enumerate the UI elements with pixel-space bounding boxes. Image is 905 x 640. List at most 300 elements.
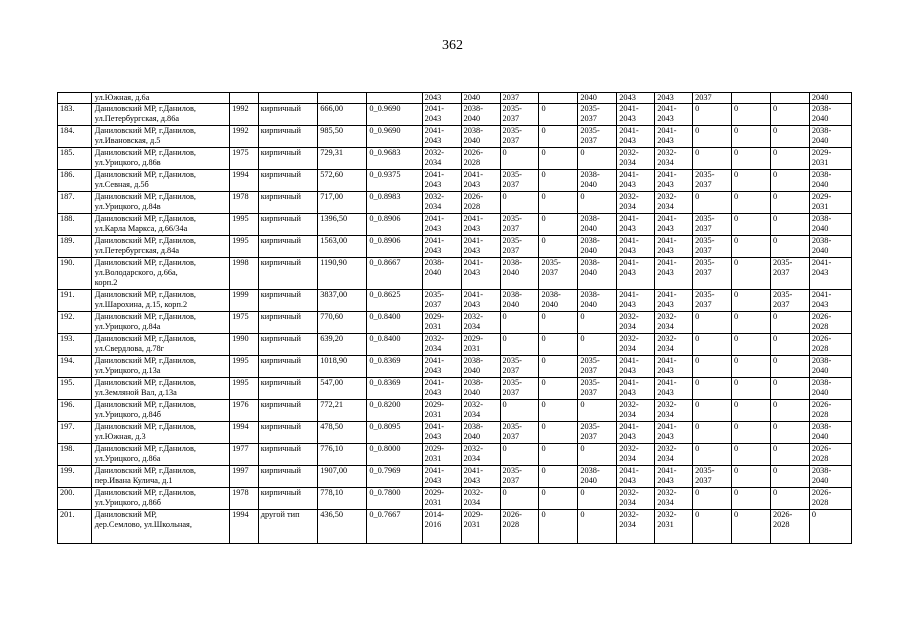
table-cell: 0 <box>539 378 578 400</box>
table-cell: 0_0.7800 <box>367 488 422 510</box>
table-cell: 0 <box>693 422 732 444</box>
table-cell: 1997 <box>230 466 259 488</box>
table-cell: 2040 <box>809 93 851 104</box>
table-cell: 0_0.8906 <box>367 214 422 236</box>
table-cell: 2032- 2034 <box>461 400 500 422</box>
table-cell: 2029- 2031 <box>461 334 500 356</box>
table-cell: 0 <box>693 400 732 422</box>
table-cell: 0 <box>732 356 771 378</box>
page-number: 362 <box>442 38 463 53</box>
table-cell: кирпичный <box>258 258 317 290</box>
table-cell: 0 <box>539 444 578 466</box>
table-cell: Даниловский МР, дер.Семлово, ул.Школьная, <box>91 510 229 544</box>
table-cell: 187. <box>58 192 92 214</box>
table-cell: 1978 <box>230 192 259 214</box>
table-cell: 193. <box>58 334 92 356</box>
table-cell: 0 <box>770 466 809 488</box>
table-cell: 1907,00 <box>318 466 367 488</box>
table-cell: 195. <box>58 378 92 400</box>
table-cell: кирпичный <box>258 192 317 214</box>
table-cell: 436,50 <box>318 510 367 544</box>
table-cell: 2038- 2040 <box>809 236 851 258</box>
table-cell <box>732 93 771 104</box>
table-cell <box>230 93 259 104</box>
table-cell: Даниловский МР, г.Данилов, ул.Земляной Вал, д.13а <box>91 378 229 400</box>
table-cell: 0 <box>770 214 809 236</box>
table-cell: 1995 <box>230 214 259 236</box>
table-cell: 2032- 2031 <box>655 510 693 544</box>
table-cell: 639,20 <box>318 334 367 356</box>
table-cell: Даниловский МР, г.Данилов, ул.Петербургская, д.86а <box>91 104 229 126</box>
table-cell: 0_0.8369 <box>367 378 422 400</box>
table-cell: 0_0.7667 <box>367 510 422 544</box>
table-cell: 0 <box>732 258 771 290</box>
table-cell: 772,21 <box>318 400 367 422</box>
table-cell: 2026- 2028 <box>809 488 851 510</box>
table-cell: 1975 <box>230 148 259 170</box>
table-cell: 198. <box>58 444 92 466</box>
table-cell: 2032- 2034 <box>655 444 693 466</box>
table-cell: 478,50 <box>318 422 367 444</box>
table-cell: 2041- 2043 <box>655 258 693 290</box>
table-cell: 2026- 2028 <box>809 400 851 422</box>
table-cell: 778,10 <box>318 488 367 510</box>
table-cell: 194. <box>58 356 92 378</box>
table-cell: 2041- 2043 <box>422 378 461 400</box>
table-row <box>58 170 852 192</box>
table-cell: 0 <box>770 400 809 422</box>
table-cell: 0 <box>539 126 578 148</box>
table-cell: 2038- 2040 <box>500 258 539 290</box>
table-cell: кирпичный <box>258 312 317 334</box>
table-cell: 0 <box>693 334 732 356</box>
table-cell: 2041- 2043 <box>422 104 461 126</box>
table-cell: 666,00 <box>318 104 367 126</box>
table-cell: 0 <box>578 510 617 544</box>
table-cell: 2035- 2037 <box>578 126 617 148</box>
table-cell: 1999 <box>230 290 259 312</box>
table-cell: 2035- 2037 <box>500 422 539 444</box>
table-row <box>58 400 852 422</box>
table-cell: 2032- 2034 <box>422 334 461 356</box>
table-cell: 2038- 2040 <box>809 170 851 192</box>
table-cell: 0 <box>809 510 851 544</box>
table-cell: 0 <box>732 444 771 466</box>
table-cell: 0 <box>539 466 578 488</box>
table-row <box>58 214 852 236</box>
table-cell: 2041- 2043 <box>422 126 461 148</box>
table-cell: 0 <box>693 444 732 466</box>
table-cell <box>770 93 809 104</box>
table-cell: 2041- 2043 <box>461 170 500 192</box>
table-cell: 2041- 2043 <box>655 378 693 400</box>
table-cell: 2032- 2034 <box>617 488 655 510</box>
table-cell: 547,00 <box>318 378 367 400</box>
table-cell: 0 <box>539 488 578 510</box>
table-row <box>58 356 852 378</box>
table-cell: 0 <box>770 334 809 356</box>
table-cell: 1995 <box>230 236 259 258</box>
table-cell: 985,50 <box>318 126 367 148</box>
table-cell: 197. <box>58 422 92 444</box>
table-cell: 0_0.8400 <box>367 312 422 334</box>
table-cell: кирпичный <box>258 236 317 258</box>
table-cell: Даниловский МР, г.Данилов, ул.Карла Маркса, д.66/34а <box>91 214 229 236</box>
table-cell: 0 <box>539 312 578 334</box>
table-cell: 2038- 2040 <box>578 214 617 236</box>
table-cell: 0_0.8095 <box>367 422 422 444</box>
table-cell: 0_0.7969 <box>367 466 422 488</box>
table-cell: Даниловский МР, г.Данилов, ул.Урицкого, д.86в <box>91 148 229 170</box>
table-cell: 2035- 2037 <box>500 214 539 236</box>
table-cell: 0 <box>578 334 617 356</box>
table-cell: 0 <box>500 312 539 334</box>
table-cell: кирпичный <box>258 290 317 312</box>
table-cell: 2041- 2043 <box>422 356 461 378</box>
table-cell: 0 <box>770 488 809 510</box>
table-cell: 0_0.8369 <box>367 356 422 378</box>
table-cell: 0 <box>539 148 578 170</box>
table-cell: ул.Южная, д.6а <box>91 93 229 104</box>
table-cell: 2041- 2043 <box>617 422 655 444</box>
table-cell: Даниловский МР, г.Данилов, пер.Ивана Кулича, д.1 <box>91 466 229 488</box>
table-cell: 0 <box>500 334 539 356</box>
table-cell: 0 <box>500 148 539 170</box>
table-cell: 2026- 2028 <box>809 334 851 356</box>
table-cell: 2032- 2034 <box>655 148 693 170</box>
table-cell: 2041- 2043 <box>655 290 693 312</box>
table-cell: 1018,90 <box>318 356 367 378</box>
table-cell: 0 <box>693 192 732 214</box>
table-cell: 2035- 2037 <box>500 378 539 400</box>
table-cell: 2041- 2043 <box>461 214 500 236</box>
table-cell: 0 <box>770 170 809 192</box>
table-cell: 2037 <box>693 93 732 104</box>
table-cell: 1978 <box>230 488 259 510</box>
table-cell: 0 <box>732 422 771 444</box>
table-cell: 2038- 2040 <box>461 126 500 148</box>
table-cell: 2041- 2043 <box>422 466 461 488</box>
table-cell: 0 <box>732 466 771 488</box>
table-cell: кирпичный <box>258 466 317 488</box>
table-cell: 0 <box>732 510 771 544</box>
table-cell: 3837,00 <box>318 290 367 312</box>
table-cell: 2041- 2043 <box>422 170 461 192</box>
table-cell: 2041- 2043 <box>655 126 693 148</box>
table-cell: 0 <box>539 400 578 422</box>
table-row <box>58 104 852 126</box>
table-cell: 0_0.8000 <box>367 444 422 466</box>
table-cell: 776,10 <box>318 444 367 466</box>
table-cell: 2041- 2043 <box>809 258 851 290</box>
table-row <box>58 258 852 290</box>
table-cell: 0 <box>693 148 732 170</box>
table-cell: 1396,50 <box>318 214 367 236</box>
table-cell: 0 <box>539 334 578 356</box>
table-cell: 2038- 2040 <box>809 126 851 148</box>
table-cell: 2032- 2034 <box>617 312 655 334</box>
table-cell: 0 <box>578 312 617 334</box>
table-cell: 0_0.9690 <box>367 104 422 126</box>
table-cell: 0 <box>732 488 771 510</box>
table-cell: 2035- 2037 <box>693 170 732 192</box>
table-cell: 2041- 2043 <box>422 236 461 258</box>
table-cell: 2041- 2043 <box>655 214 693 236</box>
table-cell: 2032- 2034 <box>655 488 693 510</box>
table-cell: 0 <box>732 236 771 258</box>
table-cell: 0 <box>578 148 617 170</box>
table-cell: 2035- 2037 <box>500 236 539 258</box>
table-cell: 0 <box>578 192 617 214</box>
table-cell: Даниловский МР, г.Данилов, ул.Шарохина, д.15, корп.2 <box>91 290 229 312</box>
table-cell: 0 <box>539 214 578 236</box>
table-cell: кирпичный <box>258 104 317 126</box>
table-cell: 184. <box>58 126 92 148</box>
table-cell: 1990 <box>230 334 259 356</box>
table-cell: 2041- 2043 <box>617 170 655 192</box>
table-cell: 2029- 2031 <box>422 488 461 510</box>
table-row <box>58 126 852 148</box>
table-cell: 2029- 2031 <box>809 192 851 214</box>
table-cell: 2038- 2040 <box>578 290 617 312</box>
table-cell: 2026- 2028 <box>809 312 851 334</box>
table-cell: 1563,00 <box>318 236 367 258</box>
table-cell: 0 <box>693 488 732 510</box>
table-cell: 2038- 2040 <box>461 378 500 400</box>
table-cell: 2041- 2043 <box>617 258 655 290</box>
table-cell: 191. <box>58 290 92 312</box>
table-cell: 2038- 2040 <box>539 290 578 312</box>
table-cell: 2038- 2040 <box>809 356 851 378</box>
table-cell: Даниловский МР, г.Данилов, ул.Урицкого, д.84в <box>91 192 229 214</box>
table-row <box>58 488 852 510</box>
table-cell: 2043 <box>655 93 693 104</box>
table-cell: 2038- 2040 <box>809 104 851 126</box>
table-cell: 2041- 2043 <box>655 170 693 192</box>
table-cell: 2026- 2028 <box>461 148 500 170</box>
table-cell: 2041- 2043 <box>461 290 500 312</box>
table-cell: 0 <box>539 170 578 192</box>
table-cell: 2041- 2043 <box>617 236 655 258</box>
table-cell: 2032- 2034 <box>655 334 693 356</box>
table-cell: 0_0.9683 <box>367 148 422 170</box>
table-cell: 2041- 2043 <box>617 466 655 488</box>
table-row <box>58 312 852 334</box>
table-cell: 2029- 2031 <box>422 400 461 422</box>
table-cell: 2035- 2037 <box>578 422 617 444</box>
table-cell: 2026- 2028 <box>770 510 809 544</box>
table-cell: Даниловский МР, г.Данилов, ул.Свердлова, д.78г <box>91 334 229 356</box>
table-cell: 0 <box>539 356 578 378</box>
table-cell: 1995 <box>230 378 259 400</box>
table-cell: 0 <box>770 148 809 170</box>
table-cell: 0 <box>693 104 732 126</box>
table-cell: 0 <box>770 104 809 126</box>
table-cell: 0 <box>732 334 771 356</box>
table-cell: 2041- 2043 <box>655 236 693 258</box>
table-cell: 0 <box>539 236 578 258</box>
table-cell: 0 <box>539 422 578 444</box>
table-cell: 2041- 2043 <box>461 258 500 290</box>
table-cell: 2032- 2034 <box>655 400 693 422</box>
table-cell: 2041- 2043 <box>655 466 693 488</box>
table-cell: кирпичный <box>258 422 317 444</box>
table-row <box>58 192 852 214</box>
table-cell: 0 <box>770 192 809 214</box>
table-cell: 2026- 2028 <box>809 444 851 466</box>
table-cell: 189. <box>58 236 92 258</box>
table-cell: 0 <box>539 192 578 214</box>
table-row <box>58 93 852 104</box>
table-cell: Даниловский МР, г.Данилов, ул.Урицкого, д.86б <box>91 488 229 510</box>
table-cell: 2035- 2037 <box>422 290 461 312</box>
table-cell: 0 <box>500 192 539 214</box>
table-cell: 2032- 2034 <box>461 312 500 334</box>
table-cell: 2041- 2043 <box>422 422 461 444</box>
table-cell: 2035- 2037 <box>578 378 617 400</box>
table-cell: другой тип <box>258 510 317 544</box>
table-cell: 0 <box>539 104 578 126</box>
table-cell: 2029- 2031 <box>422 312 461 334</box>
table-cell: 0 <box>770 126 809 148</box>
table-cell: 0_0.8667 <box>367 258 422 290</box>
table-row <box>58 334 852 356</box>
table-cell: 201. <box>58 510 92 544</box>
table-cell: 2029- 2031 <box>809 148 851 170</box>
table-cell: 2014- 2016 <box>422 510 461 544</box>
table-row <box>58 422 852 444</box>
table-cell: 2038- 2040 <box>578 170 617 192</box>
table-cell: 0_0.8200 <box>367 400 422 422</box>
table-cell: 0 <box>770 312 809 334</box>
table-cell: кирпичный <box>258 334 317 356</box>
table-cell: 0_0.9375 <box>367 170 422 192</box>
table-cell: 2041- 2043 <box>461 236 500 258</box>
table-cell: 0 <box>693 126 732 148</box>
table-cell: 2041- 2043 <box>461 466 500 488</box>
housing-repair-schedule-table <box>57 92 852 544</box>
table-cell: кирпичный <box>258 214 317 236</box>
table-cell: 2041- 2043 <box>617 126 655 148</box>
table-cell: 0 <box>732 378 771 400</box>
table-cell: 2035- 2037 <box>500 170 539 192</box>
table-cell: 2038- 2040 <box>578 258 617 290</box>
table-cell: 183. <box>58 104 92 126</box>
table-cell: 0 <box>732 214 771 236</box>
table-cell: 1975 <box>230 312 259 334</box>
table-cell: кирпичный <box>258 378 317 400</box>
table-cell: 2035- 2037 <box>500 356 539 378</box>
table-cell: Даниловский МР, г.Данилов, ул.Петербургская, д.84а <box>91 236 229 258</box>
table-cell <box>539 93 578 104</box>
table-cell: кирпичный <box>258 488 317 510</box>
table-cell: 2041- 2043 <box>809 290 851 312</box>
table-cell: 2040 <box>578 93 617 104</box>
table-cell: 2032- 2034 <box>655 192 693 214</box>
table-row <box>58 290 852 312</box>
table-cell: 2035- 2037 <box>578 356 617 378</box>
table-cell: 0 <box>578 488 617 510</box>
table-cell: 2035- 2037 <box>693 466 732 488</box>
table-cell: 190. <box>58 258 92 290</box>
table-cell: 185. <box>58 148 92 170</box>
table-cell: Даниловский МР, г.Данилов, ул.Урицкого, д.86а <box>91 444 229 466</box>
table-cell: 199. <box>58 466 92 488</box>
table-cell: 2032- 2034 <box>617 510 655 544</box>
table-cell <box>318 93 367 104</box>
table-cell: кирпичный <box>258 356 317 378</box>
table-cell: 0 <box>732 290 771 312</box>
table-cell: 2032- 2034 <box>461 488 500 510</box>
table-cell: 0 <box>693 378 732 400</box>
table-cell: 2038- 2040 <box>809 422 851 444</box>
table-cell: 2038- 2040 <box>500 290 539 312</box>
table-cell: 2032- 2034 <box>617 192 655 214</box>
table-cell: 0_0.8983 <box>367 192 422 214</box>
table-cell: 0 <box>578 400 617 422</box>
table-cell: 0 <box>732 126 771 148</box>
table-cell: 0 <box>770 236 809 258</box>
table-cell: 770,60 <box>318 312 367 334</box>
table-cell: Даниловский МР, г.Данилов, ул.Урицкого, д.84б <box>91 400 229 422</box>
table-cell: 2032- 2034 <box>617 334 655 356</box>
table-cell: 2038- 2040 <box>461 422 500 444</box>
table-cell: 2040 <box>461 93 500 104</box>
table-row <box>58 378 852 400</box>
table-cell: кирпичный <box>258 444 317 466</box>
table-cell: 2032- 2034 <box>422 148 461 170</box>
table-cell: кирпичный <box>258 148 317 170</box>
table-cell: 2038- 2040 <box>578 236 617 258</box>
table-cell: 0 <box>770 378 809 400</box>
table-cell: 2032- 2034 <box>422 192 461 214</box>
table-cell: 2038- 2040 <box>809 214 851 236</box>
table-cell: 0_0.8400 <box>367 334 422 356</box>
table-cell: 0 <box>578 444 617 466</box>
table-cell: 717,00 <box>318 192 367 214</box>
table-cell: 729,31 <box>318 148 367 170</box>
table-cell: 1992 <box>230 126 259 148</box>
table-cell: 1995 <box>230 356 259 378</box>
table-cell: 2032- 2034 <box>617 400 655 422</box>
table-cell: 0 <box>732 148 771 170</box>
table-cell: 2041- 2043 <box>422 214 461 236</box>
table-cell: 0 <box>732 312 771 334</box>
table-cell: 196. <box>58 400 92 422</box>
table-cell: 1994 <box>230 170 259 192</box>
table-cell: 0 <box>500 488 539 510</box>
table-cell: 2029- 2031 <box>422 444 461 466</box>
table-cell: 2035- 2037 <box>578 104 617 126</box>
table-cell: Даниловский МР, г.Данилов, ул.Володарского, д.66а, корп.2 <box>91 258 229 290</box>
table-cell: 2041- 2043 <box>617 104 655 126</box>
table-cell: 0 <box>732 192 771 214</box>
table-cell: 2035- 2037 <box>693 214 732 236</box>
table-cell: 0 <box>732 170 771 192</box>
table-cell: 2035- 2037 <box>500 104 539 126</box>
table-cell: 2041- 2043 <box>655 422 693 444</box>
table-cell: 2026- 2028 <box>461 192 500 214</box>
table-cell: 2038- 2040 <box>809 378 851 400</box>
table-cell: 0 <box>770 356 809 378</box>
table-cell: 1976 <box>230 400 259 422</box>
table-cell: 0 <box>732 400 771 422</box>
table-cell: 2041- 2043 <box>655 356 693 378</box>
table-cell: 192. <box>58 312 92 334</box>
table-cell: 2035- 2037 <box>770 290 809 312</box>
table-cell: 2043 <box>422 93 461 104</box>
table-cell: 1994 <box>230 510 259 544</box>
